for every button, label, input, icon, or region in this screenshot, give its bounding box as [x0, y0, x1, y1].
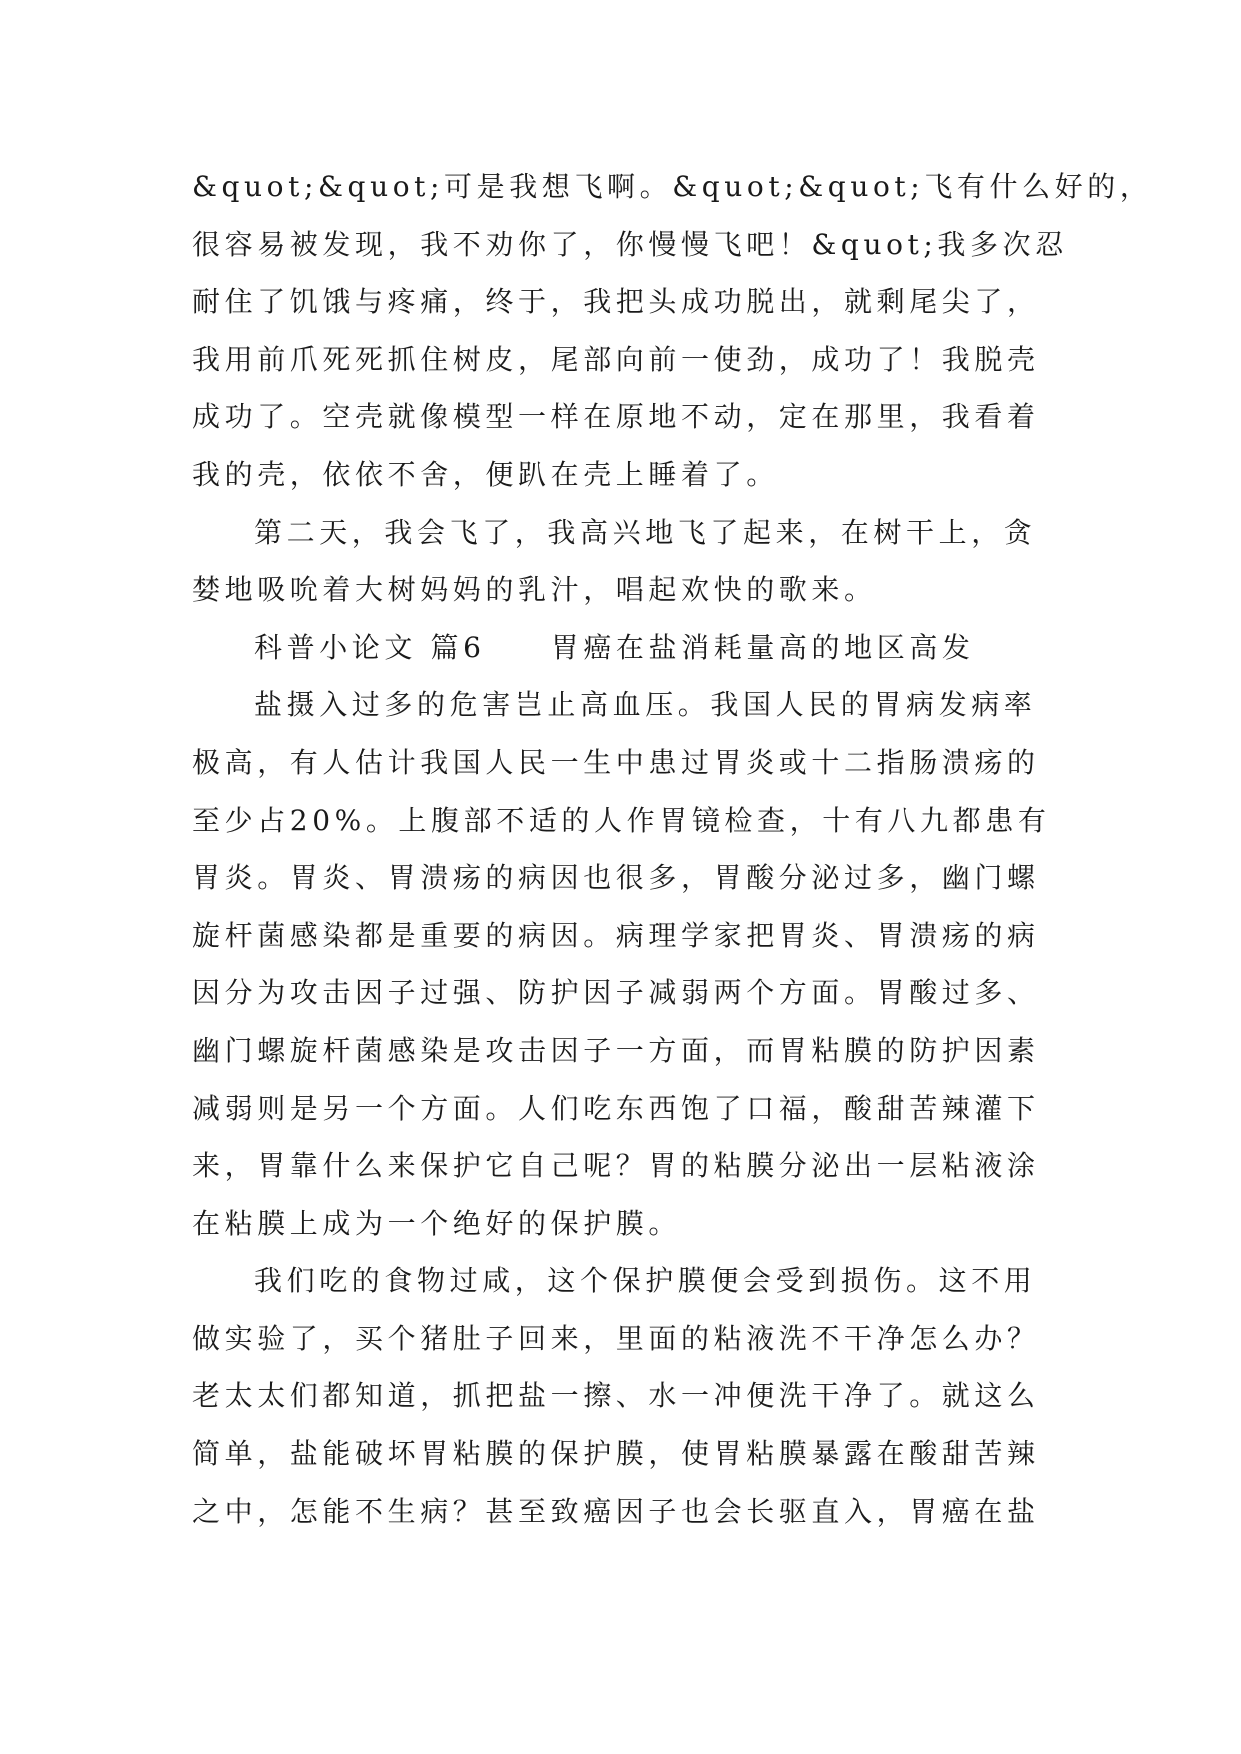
text-line: 做实验了，买个猪肚子回来，里面的粘液洗不干净怎么办？: [192, 1321, 1040, 1355]
text-line: 至少占20%。上腹部不适的人作胃镜检查，十有八九都患有: [192, 803, 1051, 837]
text-line: 老太太们都知道，抓把盐一擦、水一冲便洗干净了。就这么: [192, 1379, 1040, 1413]
text-line: 因分为攻击因子过强、防护因子减弱两个方面。胃酸过多、: [192, 976, 1040, 1010]
text-line: 胃炎。胃炎、胃溃疡的病因也很多，胃酸分泌过多，幽门螺: [192, 861, 1040, 895]
paragraph-start-line: 盐摄入过多的危害岂止高血压。我国人民的胃病发病率: [254, 688, 1037, 722]
document-page: [192, 158, 1153, 1540]
section-heading: 科普小论文 篇6 胃癌在盐消耗量高的地区高发: [254, 630, 975, 664]
text-line: 之中，怎能不生病？甚至致癌因子也会长驱直入，胃癌在盐: [192, 1494, 1040, 1528]
text-line: 成功了。空壳就像模型一样在原地不动，定在那里，我看着: [192, 400, 1040, 434]
text-line: 很容易被发现，我不劝你了，你慢慢飞吧！&quot;我多次忍: [192, 227, 1068, 261]
text-line: 来，胃靠什么来保护它自己呢？胃的粘膜分泌出一层粘液涂: [192, 1149, 1040, 1183]
text-line: 简单，盐能破坏胃粘膜的保护膜，使胃粘膜暴露在酸甜苦辣: [192, 1437, 1040, 1471]
text-line: 我用前爪死死抓住树皮，尾部向前一使劲，成功了！我脱壳: [192, 342, 1040, 376]
text-line: 减弱则是另一个方面。人们吃东西饱了口福，酸甜苦辣灌下: [192, 1091, 1040, 1125]
text-line: 婪地吸吮着大树妈妈的乳汁，唱起欢快的歌来。: [192, 573, 877, 607]
text-line: 在粘膜上成为一个绝好的保护膜。: [192, 1206, 682, 1240]
text-line: 我的壳，依依不舍，便趴在壳上睡着了。: [192, 457, 779, 491]
paragraph-start-line: 第二天，我会飞了，我高兴地飞了起来，在树干上，贪: [254, 515, 1037, 549]
text-line: 极高，有人估计我国人民一生中患过胃炎或十二指肠溃疡的: [192, 745, 1040, 779]
text-line: &quot;&quot;可是我想飞啊。&quot;&quot;飞有什么好的，: [192, 170, 1153, 203]
paragraph-start-line: 我们吃的食物过咸，这个保护膜便会受到损伤。这不用: [254, 1264, 1037, 1298]
text-line: 幽门螺旋杆菌感染是攻击因子一方面，而胃粘膜的防护因素: [192, 1033, 1040, 1067]
text-line: 旋杆菌感染都是重要的病因。病理学家把胃炎、胃溃疡的病: [192, 918, 1040, 952]
text-line: 耐住了饥饿与疼痛，终于，我把头成功脱出，就剩尾尖了，: [192, 285, 1040, 319]
